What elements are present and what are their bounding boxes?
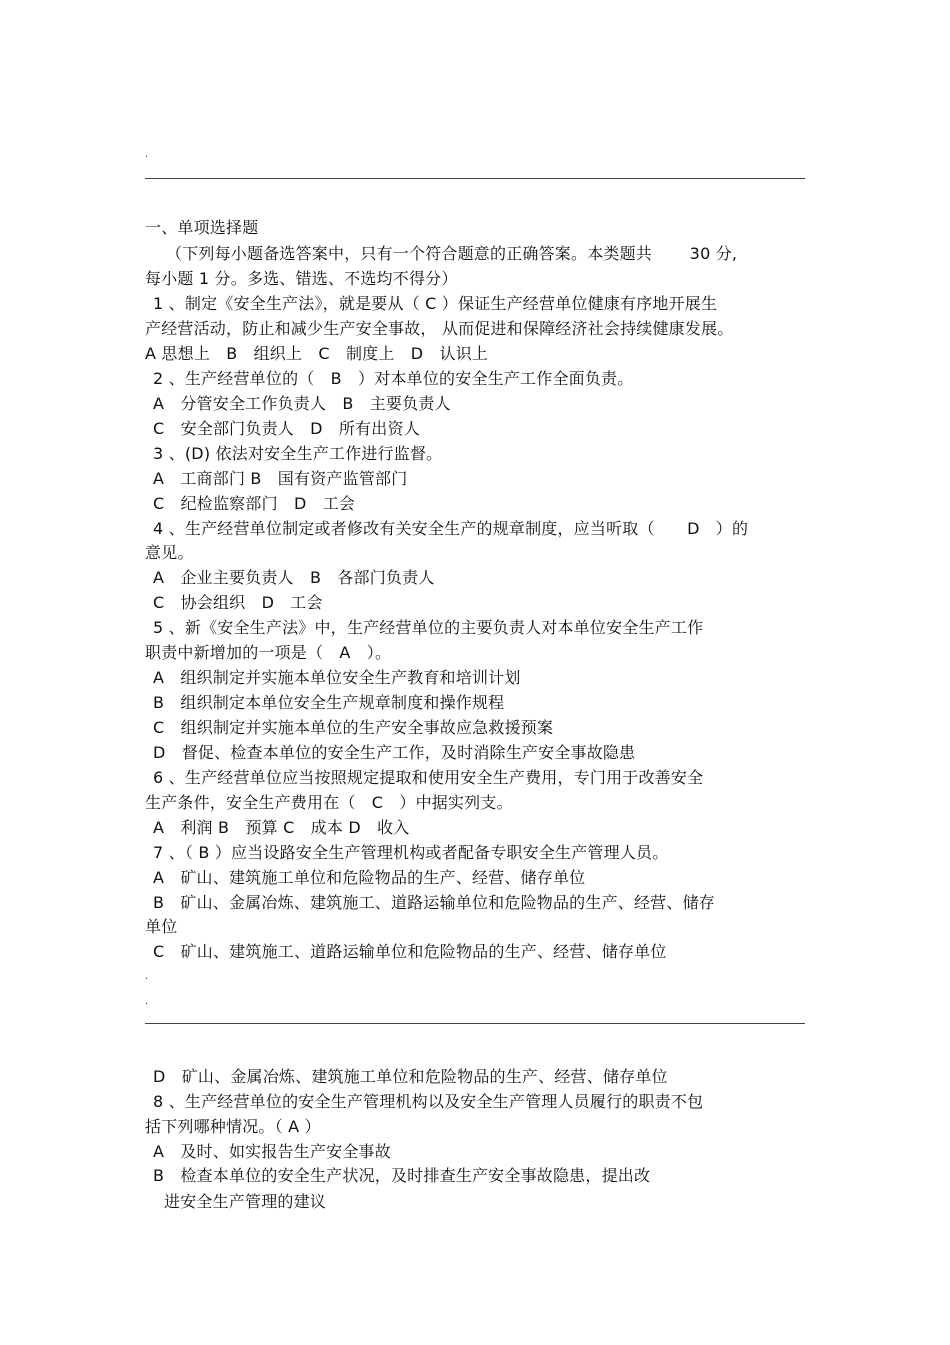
question-6-line-1: 6 、生产经营单位应当按照规定提取和使用安全生产费用，专门用于改善安全: [153, 768, 704, 787]
question-3-stem: 3 、(D) 依法对安全生产工作进行监督。: [153, 444, 443, 463]
question-5-option-d: D 督促、检查本单位的安全生产工作，及时消除生产安全事故隐患: [153, 743, 636, 762]
section-heading: 一、单项选择题: [145, 218, 259, 237]
question-7-option-d: D 矿山、金属冶炼、建筑施工单位和危险物品的生产、经营、储存单位: [153, 1067, 668, 1086]
question-8-line-1: 8 、生产经营单位的安全生产管理机构以及安全生产管理人员履行的职责不包: [153, 1092, 704, 1111]
question-3-options-ab: A 工商部门 B 国有资产监管部门: [153, 469, 408, 488]
page-marker-dot: .: [145, 971, 149, 982]
question-4-options-cd: C 协会组织 D 工会: [153, 593, 323, 612]
question-1-line-2: 产经营活动，防止和减少生产安全事故， 从而促进和保障经济社会持续健康发展。: [145, 319, 734, 338]
question-2-options-cd: C 安全部门负责人 D 所有出资人: [153, 419, 420, 438]
question-5-line-2: 职责中新增加的一项是（ A ）。: [145, 643, 392, 662]
question-1-line-1: 1 、制定《安全生产法》，就是要从（ C ）保证生产经营单位健康有序地开展生: [153, 294, 718, 313]
question-7-option-b-line-1: B 矿山、金属冶炼、建筑施工、道路运输单位和危险物品的生产、经营、储存: [153, 893, 715, 912]
question-4-options-ab: A 企业主要负责人 B 各部门负责人: [153, 568, 435, 587]
instructions-line-2: 每小题 1 分。多选、错选、不选均不得分）: [145, 269, 458, 288]
instructions-line-1: （下列每小题备选答案中，只有一个符合题意的正确答案。本类题共 30 分,: [166, 244, 738, 263]
question-5-line-1: 5 、新《安全生产法》中，生产经营单位的主要负责人对本单位安全生产工作: [153, 618, 704, 637]
question-8-option-b-line-2: 进安全生产管理的建议: [164, 1192, 327, 1211]
question-7-option-c: C 矿山、建筑施工、道路运输单位和危险物品的生产、经营、储存单位: [153, 942, 667, 961]
question-2-options-ab: A 分管安全工作负责人 B 主要负责人: [153, 394, 451, 413]
question-4-line-2: 意见。: [145, 543, 194, 562]
question-3-options-cd: C 纪检监察部门 D 工会: [153, 494, 356, 513]
question-7-option-a: A 矿山、建筑施工单位和危险物品的生产、经营、储存单位: [153, 868, 586, 887]
page-break-rule: [145, 1023, 805, 1024]
question-6-line-2: 生产条件，安全生产费用在（ C ）中据实列支。: [145, 793, 513, 812]
question-7-option-b-line-2: 单位: [145, 917, 178, 936]
page-marker-dot: .: [145, 149, 149, 160]
question-4-line-1: 4 、生产经营单位制定或者修改有关安全生产的规章制度，应当听取（ D ）的: [153, 519, 749, 538]
question-5-option-b: B 组织制定本单位安全生产规章制度和操作规程: [153, 693, 505, 712]
page-marker-dot: .: [145, 996, 149, 1007]
question-6-options: A 利润 B 预算 C 成本 D 收入: [153, 818, 410, 837]
question-8-option-a: A 及时、如实报告生产安全事故: [153, 1142, 391, 1161]
question-8-option-b-line-1: B 检查本单位的安全生产状况，及时排查生产安全事故隐患，提出改: [153, 1166, 651, 1185]
question-2-stem: 2 、生产经营单位的（ B ）对本单位的安全生产工作全面负责。: [153, 369, 634, 388]
question-5-option-c: C 组织制定并实施本单位的生产安全事故应急救援预案: [153, 718, 554, 737]
page-header-rule: [145, 178, 805, 179]
question-1-options: A 思想上 B 组织上 C 制度上 D 认识上: [145, 344, 489, 363]
question-7-stem: 7 、（ B ）应当设路安全生产管理机构或者配备专职安全生产管理人员。: [153, 843, 669, 862]
question-8-line-2: 括下列哪种情况。（ A ）: [145, 1117, 321, 1136]
question-5-option-a: A 组织制定并实施本单位安全生产教育和培训计划: [153, 668, 521, 687]
